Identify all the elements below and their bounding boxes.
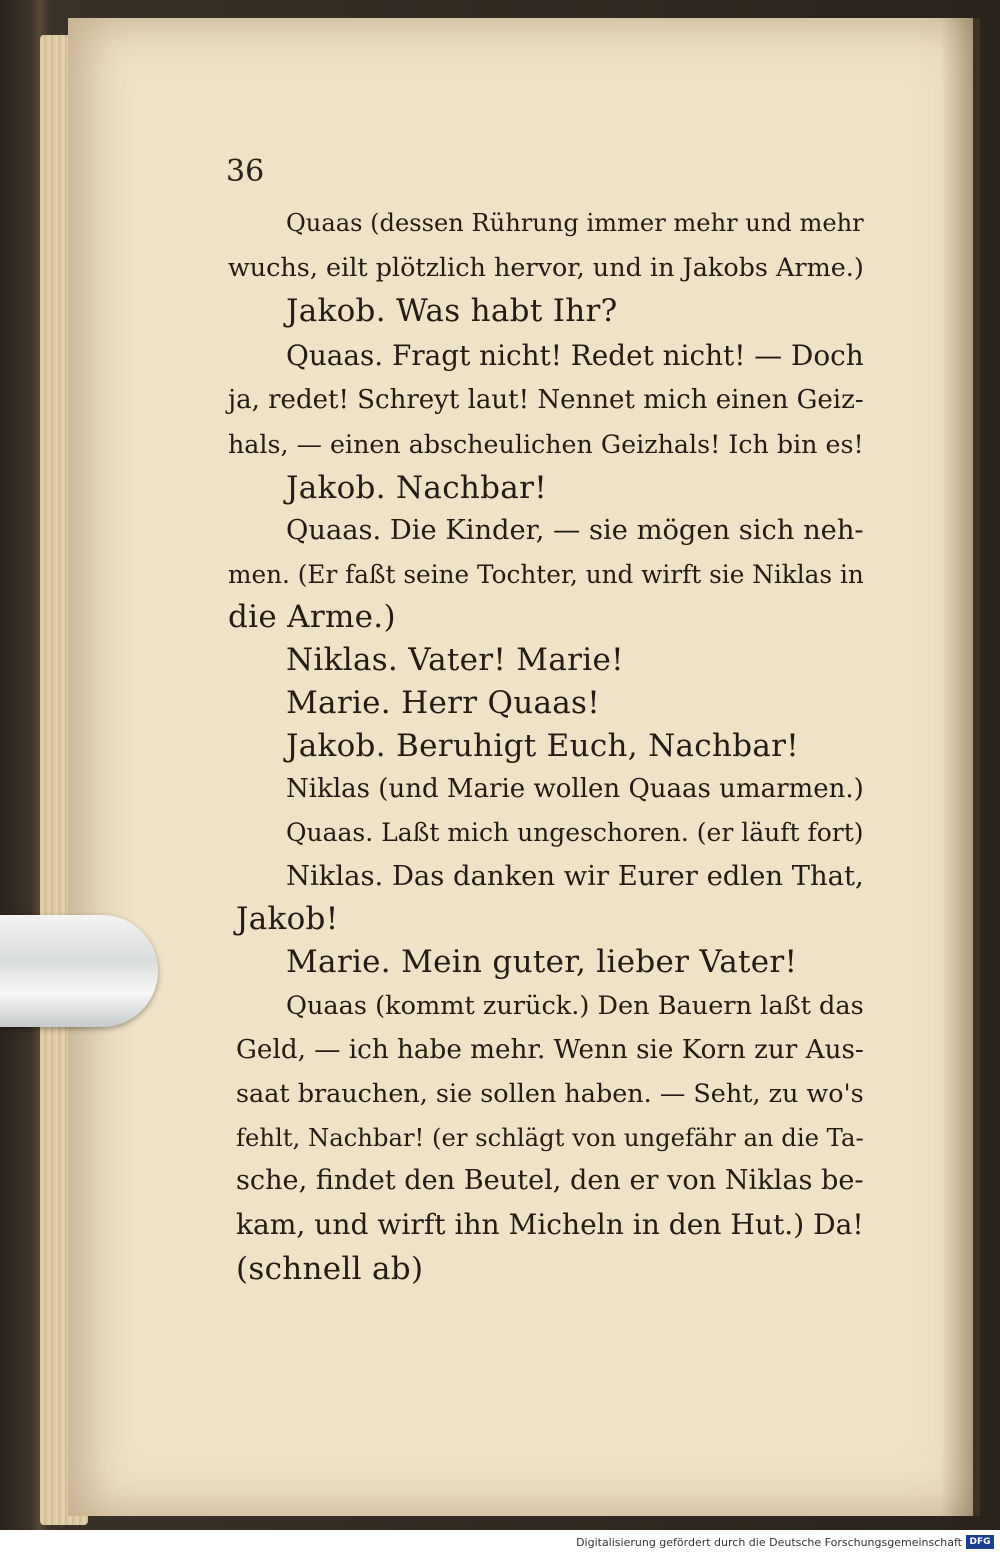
page-gutter-shadow	[940, 18, 980, 1516]
text-line: Jakob!	[236, 901, 339, 937]
text-line: Jakob. Was habt Ihr?	[286, 293, 618, 329]
text-line: Niklas. Das danken wir Eurer edlen That,	[286, 861, 864, 892]
text-line: Quaas. Laßt mich ungeschoren. (er läuft fort)	[286, 818, 864, 847]
text-line: sche, findet den Beutel, den er von Niklas be-	[236, 1165, 864, 1196]
text-line: Marie. Mein guter, lieber Vater!	[286, 944, 798, 980]
dfg-logo: DFG	[966, 1535, 994, 1549]
text-line: Jakob. Beruhigt Euch, Nachbar!	[286, 728, 800, 764]
text-line: men. (Er faßt seine Tochter, und wirft sie Niklas in	[228, 560, 864, 589]
text-line: saat brauchen, sie sollen haben. — Seht, zu wo's	[236, 1079, 864, 1109]
text-line: die Arme.)	[228, 599, 396, 635]
text-line: Quaas. Die Kinder, — sie mögen sich neh-	[286, 515, 864, 546]
text-line: Marie. Herr Quaas!	[286, 685, 600, 721]
text-line: Quaas. Fragt nicht! Redet nicht! — Doch	[286, 339, 864, 372]
text-line: Niklas. Vater! Marie!	[286, 642, 624, 678]
footer-credit: Digitalisierung gefördert durch die Deutsche Forschungsgemeinschaft	[576, 1536, 962, 1549]
page-number: 36	[226, 154, 265, 189]
text-line: ja, redet! Schreyt laut! Nennet mich einen Geiz-	[228, 385, 864, 415]
text-line: fehlt, Nachbar! (er schlägt von ungefähr an die Ta-	[236, 1123, 864, 1152]
text-line: Quaas (kommt zurück.) Den Bauern laßt das	[286, 991, 864, 1021]
text-line: Quaas (dessen Rührung immer mehr und mehr	[286, 209, 864, 237]
text-line: Niklas (und Marie wollen Quaas umarmen.)	[286, 774, 864, 804]
text-line: (schnell ab)	[236, 1251, 424, 1287]
text-line: hals, — einen abscheulichen Geizhals! Ich bin es!	[228, 429, 864, 459]
text-line: wuchs, eilt plötzlich hervor, und in Jakobs Arme.)	[228, 252, 864, 282]
text-line: Jakob. Nachbar!	[286, 470, 547, 506]
text-line: Geld, — ich habe mehr. Wenn sie Korn zur Aus-	[236, 1035, 864, 1065]
text-line: kam, und wirft ihn Micheln in den Hut.) Da!	[236, 1208, 864, 1241]
book-clip	[0, 915, 158, 1027]
